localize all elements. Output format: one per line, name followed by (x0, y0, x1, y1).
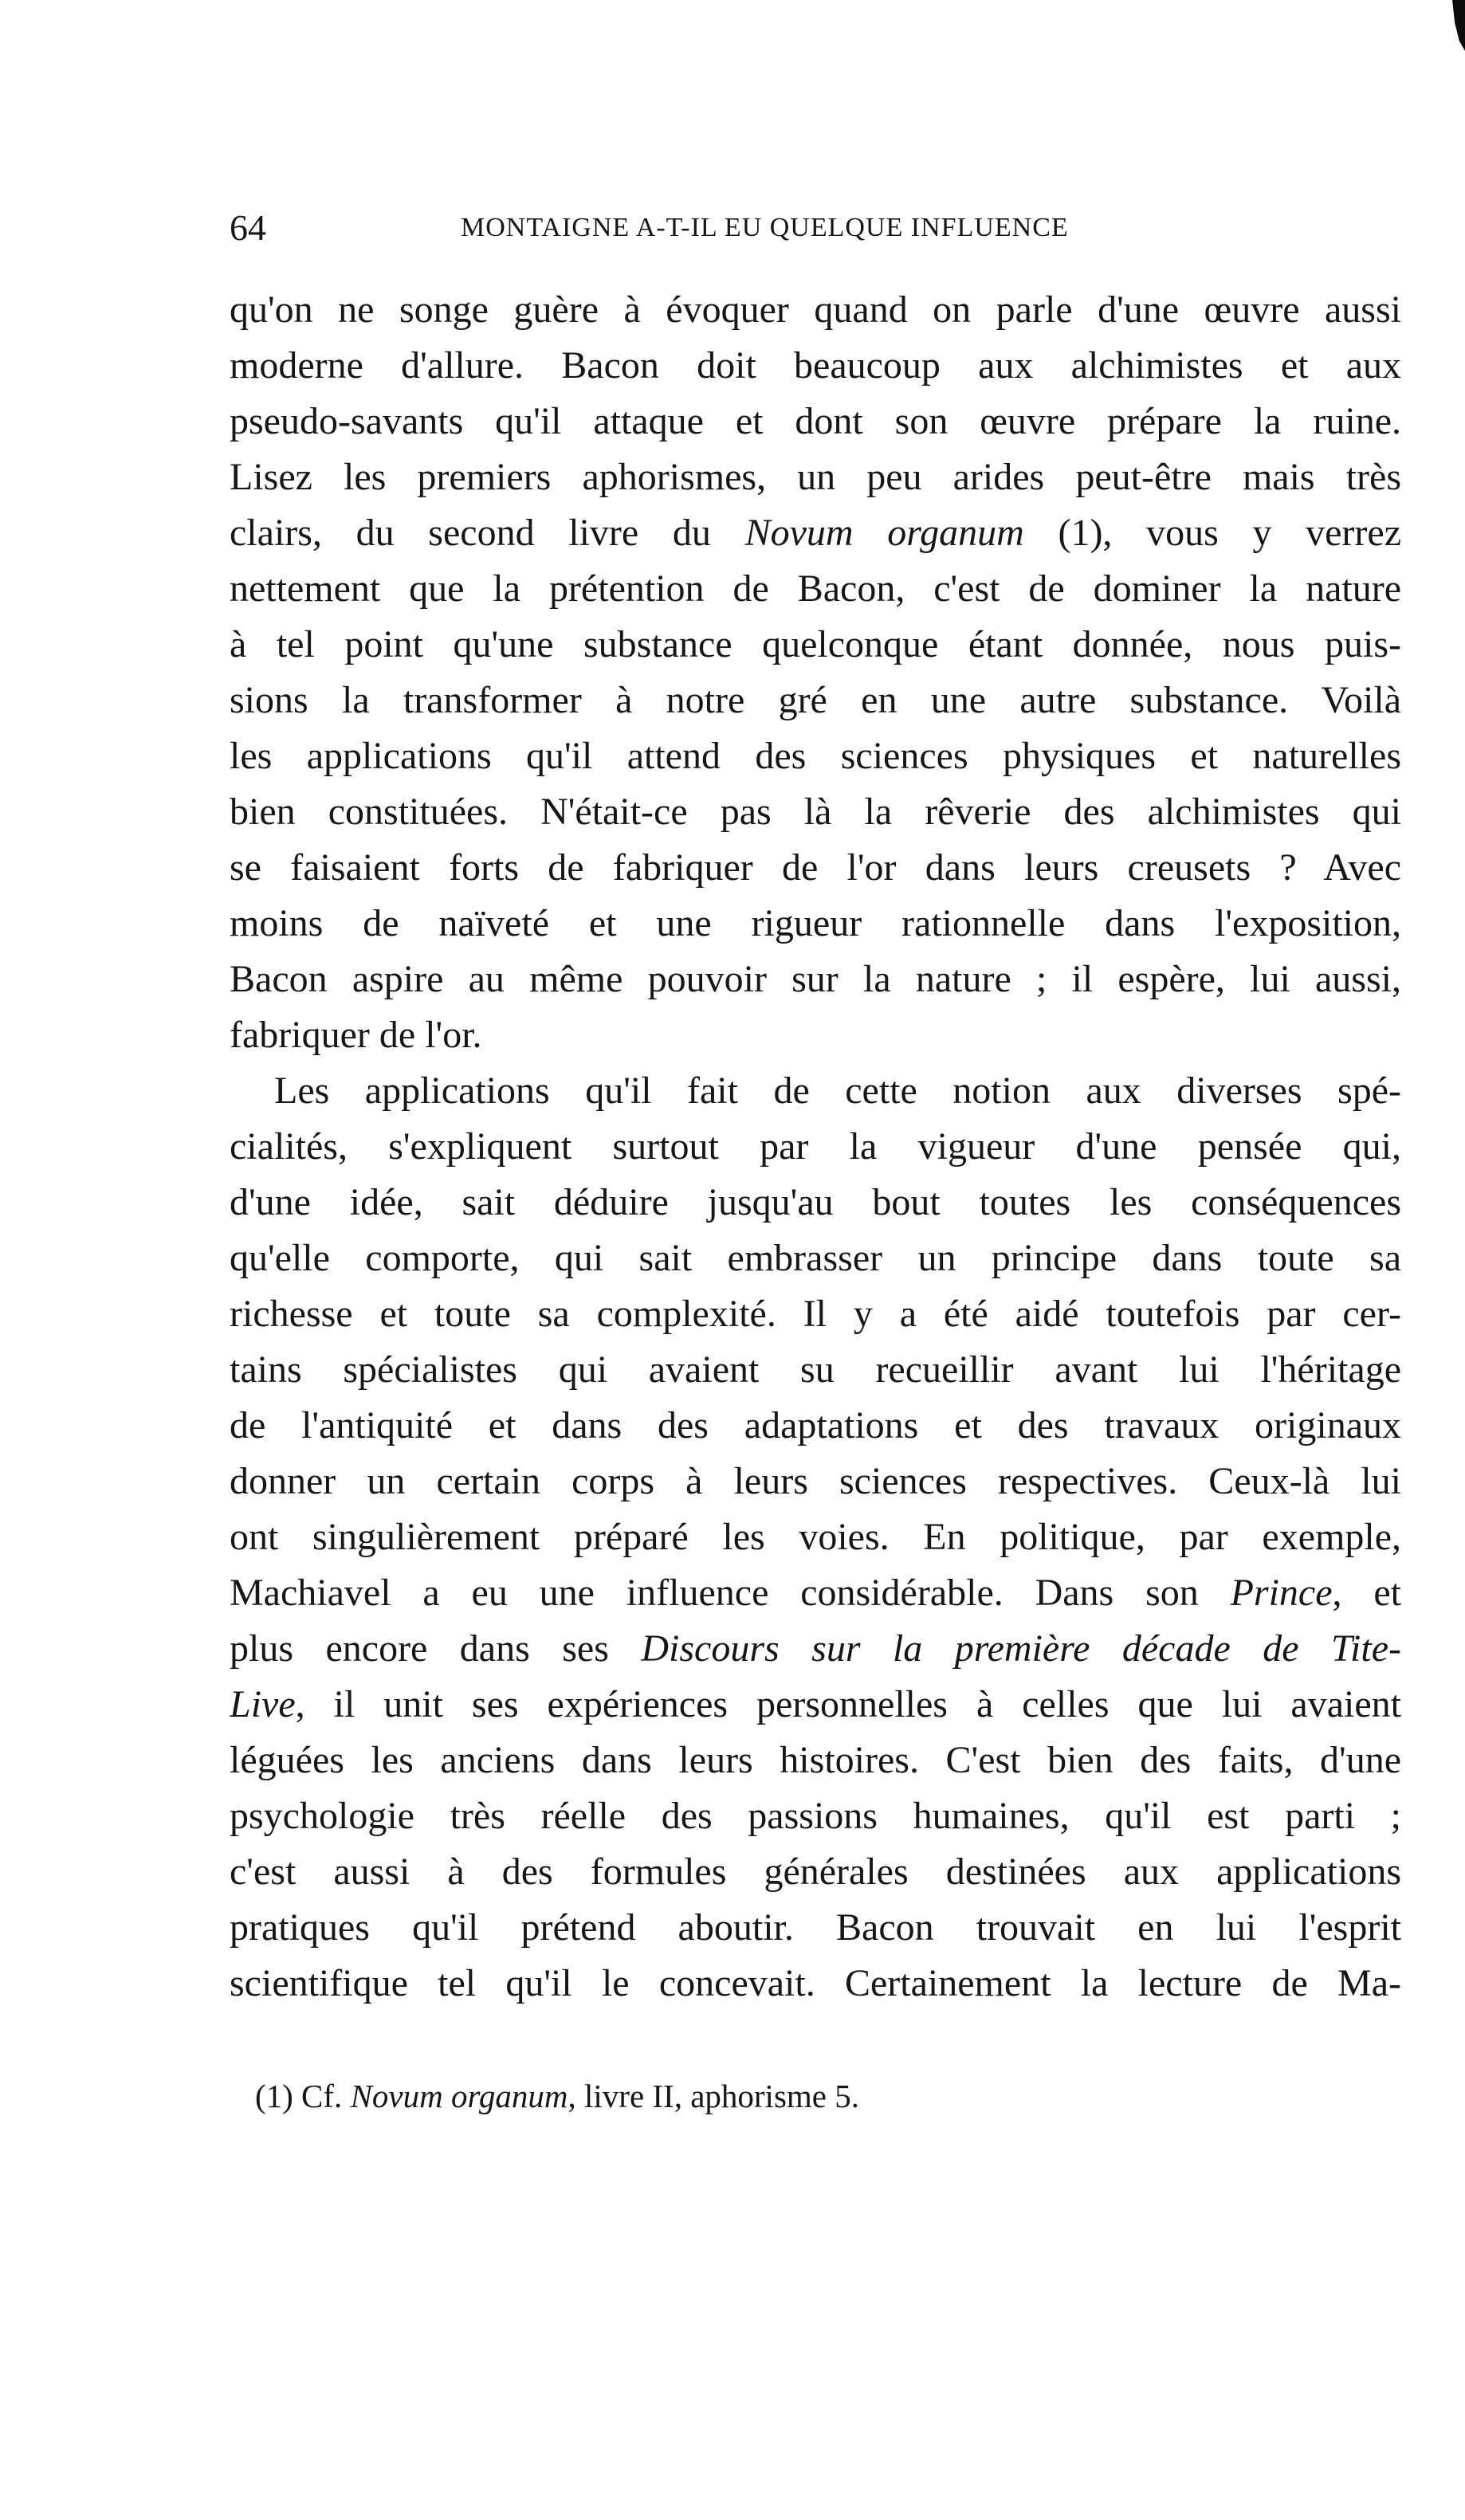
text-line: Bacon aspire au même pouvoir sur la nature ; il espère, lui aussi, (230, 958, 1401, 1000)
text-line: nettement que la prétention de Bacon, c'est de dominer la nature (230, 567, 1401, 610)
text-line: Live, il unit ses expériences personnelles à celles que lui avaient (230, 1683, 1401, 1725)
text-line: ont singulièrement préparé les voies. En politique, par exemple, (230, 1516, 1401, 1558)
text-line: léguées les anciens dans leurs histoires. C'est bien des faits, d'une (230, 1739, 1401, 1781)
text-line: pratiques qu'il prétend aboutir. Bacon trouvait en lui l'esprit (230, 1906, 1401, 1949)
text-line: Machiavel a eu une influence considérable. Dans son Prince, et (230, 1572, 1401, 1614)
text-line: psychologie très réelle des passions humaines, qu'il est parti ; (230, 1795, 1401, 1837)
text-line: c'est aussi à des formules générales destinées aux applications (230, 1851, 1401, 1893)
page-edge-mark (1452, 0, 1465, 51)
text-line: sions la transformer à notre gré en une autre substance. Voilà (230, 679, 1401, 721)
text-line: d'une idée, sait déduire jusqu'au bout toutes les conséquences (230, 1181, 1401, 1223)
text-line: pseudo-savants qu'il attaque et dont son œuvre prépare la ruine. (230, 400, 1401, 442)
text-line: cialités, s'expliquent surtout par la vigueur d'une pensée qui, (230, 1125, 1401, 1168)
text-line: richesse et toute sa complexité. Il y a été aidé toutefois par cer- (230, 1293, 1401, 1335)
text-line: les applications qu'il attend des sciences physiques et naturelles (230, 735, 1401, 777)
text-line: qu'elle comporte, qui sait embrasser un principe dans toute sa (230, 1237, 1401, 1279)
page-number: 64 (230, 207, 266, 248)
text-line: qu'on ne songe guère à évoquer quand on parle d'une œuvre aussi (230, 289, 1401, 331)
text-line: moins de naïveté et une rigueur rationnelle dans l'exposition, (230, 902, 1401, 944)
text-line: fabriquer de l'or. (230, 1014, 482, 1056)
body-text (230, 282, 1401, 2012)
text-line: scientifique tel qu'il le concevait. Certainement la lecture de Ma- (230, 1962, 1401, 2004)
text-line: de l'antiquité et dans des adaptations et des travaux originaux (230, 1404, 1401, 1446)
text-line: plus encore dans ses Discours sur la première décade de Tite- (230, 1627, 1401, 1670)
footnote: (1) Cf. Novum organum, livre II, aphorisme 5. (255, 2078, 859, 2114)
text-line: Les applications qu'il fait de cette notion aux diverses spé- (274, 1070, 1401, 1112)
text-line: Lisez les premiers aphorismes, un peu arides peut-être mais très (230, 456, 1401, 498)
text-line: tains spécialistes qui avaient su recueillir avant lui l'héritage (230, 1348, 1401, 1391)
text-line: se faisaient forts de fabriquer de l'or dans leurs creusets ? Avec (230, 846, 1401, 889)
page-header (230, 204, 1401, 252)
text-line: donner un certain corps à leurs sciences respectives. Ceux-là lui (230, 1460, 1401, 1502)
running-title: MONTAIGNE A-T-IL EU QUELQUE INFLUENCE (461, 213, 1069, 242)
text-line: à tel point qu'une substance quelconque étant donnée, nous puis- (230, 623, 1401, 665)
text-line: bien constituées. N'était-ce pas là la rêverie des alchimistes qui (230, 791, 1401, 833)
text-line: clairs, du second livre du Novum organum (1), vous y verrez (230, 512, 1401, 554)
text-line: moderne d'allure. Bacon doit beaucoup aux alchimistes et aux (230, 344, 1401, 387)
